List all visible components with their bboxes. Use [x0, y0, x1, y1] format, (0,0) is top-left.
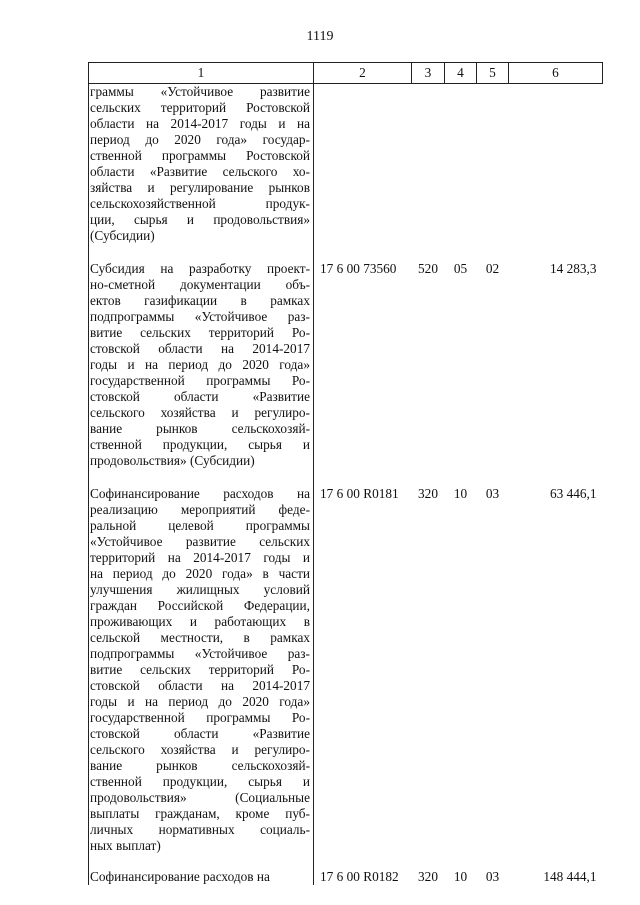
description-line: стовской области на 2014-2017: [90, 678, 310, 693]
description-line: ральной целевой программы: [90, 518, 310, 533]
header-col-2: 2: [314, 63, 412, 84]
table-row: [89, 864, 603, 885]
header-col-4: 4: [445, 63, 477, 84]
description-line: ственной продукции, сырья и: [90, 774, 310, 789]
description-line: граммы «Устойчивое развитие: [90, 84, 310, 99]
description-line: сельского хозяйства и регулиро-: [90, 742, 310, 757]
description-line: области на 2014-2017 годы и на: [90, 116, 310, 131]
row-description: [89, 864, 314, 885]
description-line: ных выплат): [90, 838, 161, 853]
header-col-5: 5: [477, 63, 509, 84]
description-line: стовской области на 2014-2017: [90, 341, 310, 356]
target-article-code: [314, 84, 412, 255]
description-line: стовской области «Развитие: [90, 389, 310, 404]
section-code: [445, 84, 477, 255]
table-body: [89, 84, 603, 886]
description-line: реализацию мероприятий феде-: [90, 502, 310, 517]
row-description: [89, 254, 314, 479]
expense-type-code: [412, 84, 445, 255]
row-description: [89, 84, 314, 255]
description-line: граждан Российской Федерации,: [90, 598, 310, 613]
description-line: вание рынков сельскохозяй-: [90, 758, 310, 773]
subsection-code: [477, 84, 509, 255]
description-line: витие сельских территорий Ро-: [90, 662, 310, 677]
table-row: [89, 254, 603, 479]
description-line: но-сметной документации объ-: [90, 277, 310, 292]
description-line: сельскохозяйственной продук-: [90, 196, 310, 211]
description-line: сельского хозяйства и регулиро-: [90, 405, 310, 420]
description-line: выплаты гражданам, кроме пуб-: [90, 806, 310, 821]
description-line: вание рынков сельскохозяй-: [90, 421, 310, 436]
description-line: сельской местности, в рамках: [90, 630, 310, 645]
page-number: 1119: [306, 29, 334, 44]
expense-type-code: 320: [418, 486, 438, 501]
header-col-3: 3: [412, 63, 445, 84]
description-line: улучшения жилищных условий: [90, 582, 310, 597]
description-line: зяйства и регулирование рынков: [90, 180, 310, 195]
description-line: (Субсидии): [90, 228, 155, 243]
subsection-code: 03: [485, 486, 500, 501]
description-line: государственной программы Ро-: [90, 710, 310, 725]
description-line: на период до 2020 года» в части: [90, 566, 310, 581]
description-line: сельских территорий Ростовской: [90, 100, 310, 115]
table-row: [89, 84, 603, 255]
amount-value: 148 444,1: [543, 869, 597, 884]
amount-value: 63 446,1: [549, 486, 597, 501]
row-description: [89, 479, 314, 864]
section-code: 10: [453, 869, 468, 884]
description-line: годы и на период до 2020 года»: [90, 694, 310, 709]
budget-table: [88, 62, 603, 885]
amount-value: [509, 84, 603, 255]
description-line: Субсидия на разработку проект-: [90, 261, 310, 276]
description-line: годы и на период до 2020 года»: [90, 357, 310, 372]
description-line: личных нормативных социаль-: [90, 822, 310, 837]
expense-type-code: 520: [418, 261, 438, 276]
table-header: [89, 63, 603, 84]
subsection-code: 02: [485, 261, 500, 276]
header-col-1: 1: [89, 63, 314, 84]
description-line: Софинансирование расходов на: [90, 486, 310, 501]
description-line: области «Развитие сельского хо-: [90, 164, 310, 179]
description-line: ции, сырья и продовольствия»: [90, 212, 310, 227]
header-col-6: 6: [509, 63, 603, 84]
target-article-code: 17 6 00 R0181: [320, 486, 399, 501]
expense-type-code: 320: [418, 869, 438, 884]
table-row: [89, 479, 603, 864]
description-line: ектов газификации в рамках: [90, 293, 310, 308]
description-line: стовской области «Развитие: [90, 726, 310, 741]
target-article-code: 17 6 00 73560: [320, 261, 397, 276]
description-line: проживающих и работающих в: [90, 614, 310, 629]
section-code: 05: [453, 261, 468, 276]
description-line: период до 2020 года» государ-: [90, 132, 310, 147]
description-line: подпрограммы «Устойчивое раз-: [90, 309, 310, 324]
description-line: государственной программы Ро-: [90, 373, 310, 388]
description-line: витие сельских территорий Ро-: [90, 325, 310, 340]
description-line: ственной продукции, сырья и: [90, 437, 310, 452]
subsection-code: 03: [485, 869, 500, 884]
section-code: 10: [453, 486, 468, 501]
description-line: продовольствия» (Социальные: [90, 790, 310, 805]
description-line: «Устойчивое развитие сельских: [90, 534, 310, 549]
target-article-code: 17 6 00 R0182: [320, 869, 399, 884]
description-line: Софинансирование расходов на: [90, 869, 270, 884]
description-line: территорий на 2014-2017 годы и: [90, 550, 310, 565]
description-line: продовольствия» (Субсидии): [90, 453, 255, 468]
description-line: ственной программы Ростовской: [90, 148, 310, 163]
description-line: подпрограммы «Устойчивое раз-: [90, 646, 310, 661]
amount-value: 14 283,3: [549, 261, 597, 276]
